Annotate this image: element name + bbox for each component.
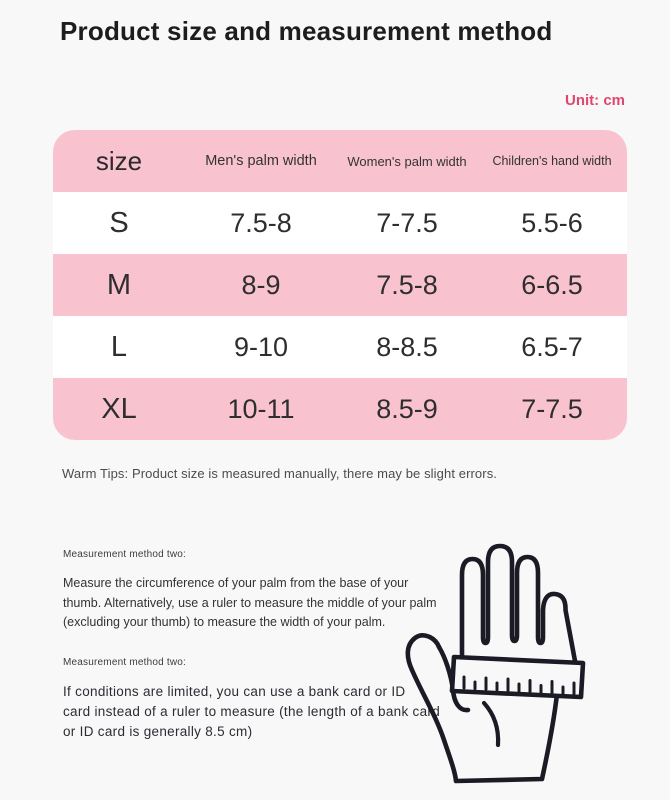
children-value-cell: 6-6.5: [521, 269, 583, 300]
method-label: Measurement method two:: [63, 657, 186, 668]
method-text-line: card instead of a ruler to measure (the length of a bank card: [63, 704, 441, 719]
column-header-women: Women's palm width: [347, 153, 467, 169]
hand-with-ruler-icon: [390, 530, 670, 800]
method-label: Measurement method two:: [63, 549, 186, 560]
size-table: [53, 130, 627, 440]
measurement-method-block-2: [63, 657, 440, 742]
size-cell: M: [106, 268, 132, 301]
men-value-cell: 8-9: [241, 269, 281, 300]
size-cell: XL: [101, 392, 137, 425]
men-value-cell: 10-11: [227, 393, 295, 424]
method-text-line: (excluding your thumb) to measure the width of your palm.: [63, 615, 386, 629]
size-table-header-row: [53, 130, 627, 192]
women-value-cell: 8-8.5: [376, 331, 438, 362]
warm-tips-text: Warm Tips: Product size is measured manually, there may be slight errors.: [62, 466, 498, 481]
method-text-line: or ID card is generally 8.5 cm): [63, 724, 253, 739]
size-cell: L: [110, 330, 128, 363]
table-row-l: [53, 316, 627, 378]
unit-label: Unit: cm: [565, 92, 625, 109]
column-header-men: Men's palm width: [205, 153, 317, 169]
size-cell: S: [109, 206, 129, 239]
table-row-xl: [53, 378, 627, 440]
method-text-line: If conditions are limited, you can use a bank card or ID: [63, 684, 406, 699]
women-value-cell: 7-7.5: [376, 207, 438, 238]
children-value-cell: 6.5-7: [521, 331, 583, 362]
women-value-cell: 7.5-8: [376, 269, 438, 300]
men-value-cell: 9-10: [233, 331, 289, 362]
table-row-m: [53, 254, 627, 316]
children-value-cell: 7-7.5: [521, 393, 583, 424]
women-value-cell: 8.5-9: [376, 393, 438, 424]
method-text-line: thumb. Alternatively, use a ruler to measure the middle of your palm: [63, 595, 437, 610]
column-header-size: size: [95, 145, 143, 176]
method-text-line: Measure the circumference of your palm from the base of your: [63, 576, 409, 590]
column-header-children: Children's hand width: [492, 154, 612, 168]
page-title: Product size and measurement method: [60, 16, 553, 46]
children-value-cell: 5.5-6: [521, 207, 583, 238]
measurement-method-block-1: [63, 549, 437, 633]
palm-crease-line: [484, 703, 498, 745]
fingers-outline: [462, 546, 575, 661]
table-row-s: [53, 192, 627, 254]
men-value-cell: 7.5-8: [230, 207, 292, 238]
